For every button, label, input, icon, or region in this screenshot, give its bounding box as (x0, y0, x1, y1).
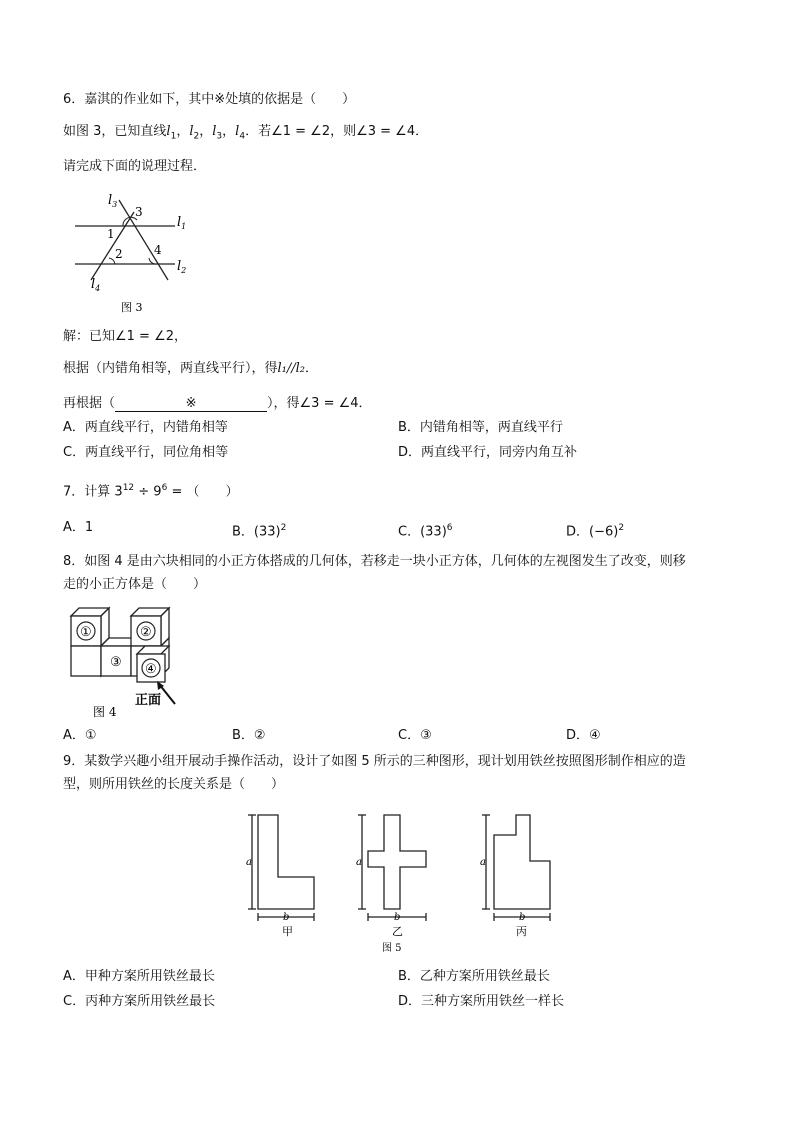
fig5-yi-b: b (394, 912, 401, 923)
fig5-jia-label: 甲 (282, 925, 293, 938)
q7-option-d[interactable]: D．$(-6)^2$ (566, 523, 625, 540)
q8-stem-line1: 8．如图 4 是由六块相同的小正方体搭成的几何体，若移走一块小正方体，几何体的左视图发生了改变，则移 (63, 554, 686, 569)
q6-solution-2: 根据（内错角相等，两直线平行），得l₁//l₂． (63, 361, 319, 376)
q9-option-a[interactable]: A．甲种方案所用铁丝最长 (63, 969, 215, 984)
fig5-yi-a: a (356, 857, 362, 868)
parallel-relation: l₁//l₂ (277, 361, 306, 376)
q6-stem: 6．嘉淇的作业如下，其中※处填的依据是（ ） (63, 92, 356, 107)
q6-option-a[interactable]: A．两直线平行，内错角相等 (63, 420, 228, 435)
blank-field: ※ (115, 397, 267, 412)
q9-option-d[interactable]: D．三种方案所用铁丝一样长 (398, 994, 565, 1009)
q9-option-b[interactable]: B．乙种方案所用铁丝最长 (398, 969, 550, 984)
fig5-yi-label: 乙 (392, 925, 403, 938)
cube-4-label: ④ (145, 662, 157, 677)
q6-given: 如图 3，已知直线$l_1$，$l_2$，$l_3$，$l_4$．若∠1 = ∠2，则∠3 = ∠4． (63, 124, 429, 142)
q9-stem-line1: 9．某数学兴趣小组开展动手操作活动，设计了如图 5 所示的三种图形，现计划用铁丝按照图形制作相应的造 (63, 754, 686, 769)
figure-5 (230, 805, 570, 965)
fig3-label-l4: $l_4$ (91, 277, 101, 293)
line-l4 (91, 212, 134, 280)
q7-stem: 7．计算 $3^{12} \div 9^6$ = （ ） (63, 483, 239, 500)
fig5-bing-a: a (480, 857, 486, 868)
fig3-angle-3: 3 (135, 205, 143, 219)
fig3-label-l2: $l_2$ (177, 259, 187, 275)
q6-option-b[interactable]: B．内错角相等，两直线平行 (398, 420, 563, 435)
q6-solution-3: 再根据（ ※ ），得∠3 = ∠4． (63, 396, 372, 411)
fig3-label-l3: $l_3$ (108, 193, 118, 209)
q6-option-d[interactable]: D．两直线平行，同旁内角互补 (398, 445, 578, 460)
q8-option-d[interactable]: D．④ (566, 728, 601, 743)
cube-2-label: ② (140, 625, 152, 640)
fig5-jia-a: a (246, 857, 252, 868)
fig3-angle-4: 4 (154, 243, 162, 257)
fig5-bing-b: b (519, 912, 526, 923)
q7-option-a[interactable]: A．1 (63, 520, 94, 535)
figure-4 (63, 600, 193, 720)
fig5-caption: 图 5 (382, 943, 402, 954)
q9-stem-line2: 型，则所用铁丝的长度关系是（ ） (63, 777, 285, 792)
fig3-label-l1: $l_1$ (177, 215, 187, 231)
fig5-jia-b: b (283, 912, 290, 923)
fig3-caption: 图 3 (121, 301, 143, 314)
fig3-angle-2: 2 (115, 247, 123, 261)
q6-solution-1: 解：已知∠1 = ∠2， (63, 329, 188, 344)
fig3-angle-1: 1 (107, 227, 115, 241)
q7-option-c[interactable]: C．$(33)^6$ (398, 523, 453, 540)
q9-option-c[interactable]: C．丙种方案所用铁丝最长 (63, 994, 216, 1009)
q8-stem-line2: 走的小正方体是（ ） (63, 577, 207, 592)
q8-option-b[interactable]: B．② (232, 728, 266, 743)
figure-3 (63, 190, 198, 320)
q8-option-a[interactable]: A．① (63, 728, 97, 743)
fig5-bing-label: 丙 (516, 925, 527, 938)
q6-given-prefix: 如图 3，已知直线 (63, 124, 167, 139)
line-l3 (119, 200, 168, 280)
cube-1-label: ① (80, 625, 92, 640)
q8-option-c[interactable]: C．③ (398, 728, 432, 743)
q6-instruction: 请完成下面的说理过程． (63, 159, 207, 174)
cube-3-label: ③ (110, 655, 122, 670)
q6-option-c[interactable]: C．两直线平行，同位角相等 (63, 445, 229, 460)
q6-given-suffix: ．若∠1 = ∠2，则∠3 = ∠4． (245, 124, 429, 139)
fig4-caption: 图 4 (93, 705, 117, 719)
q7-option-b[interactable]: B．$(33)^2$ (232, 523, 287, 540)
front-label: 正面 (135, 693, 162, 708)
